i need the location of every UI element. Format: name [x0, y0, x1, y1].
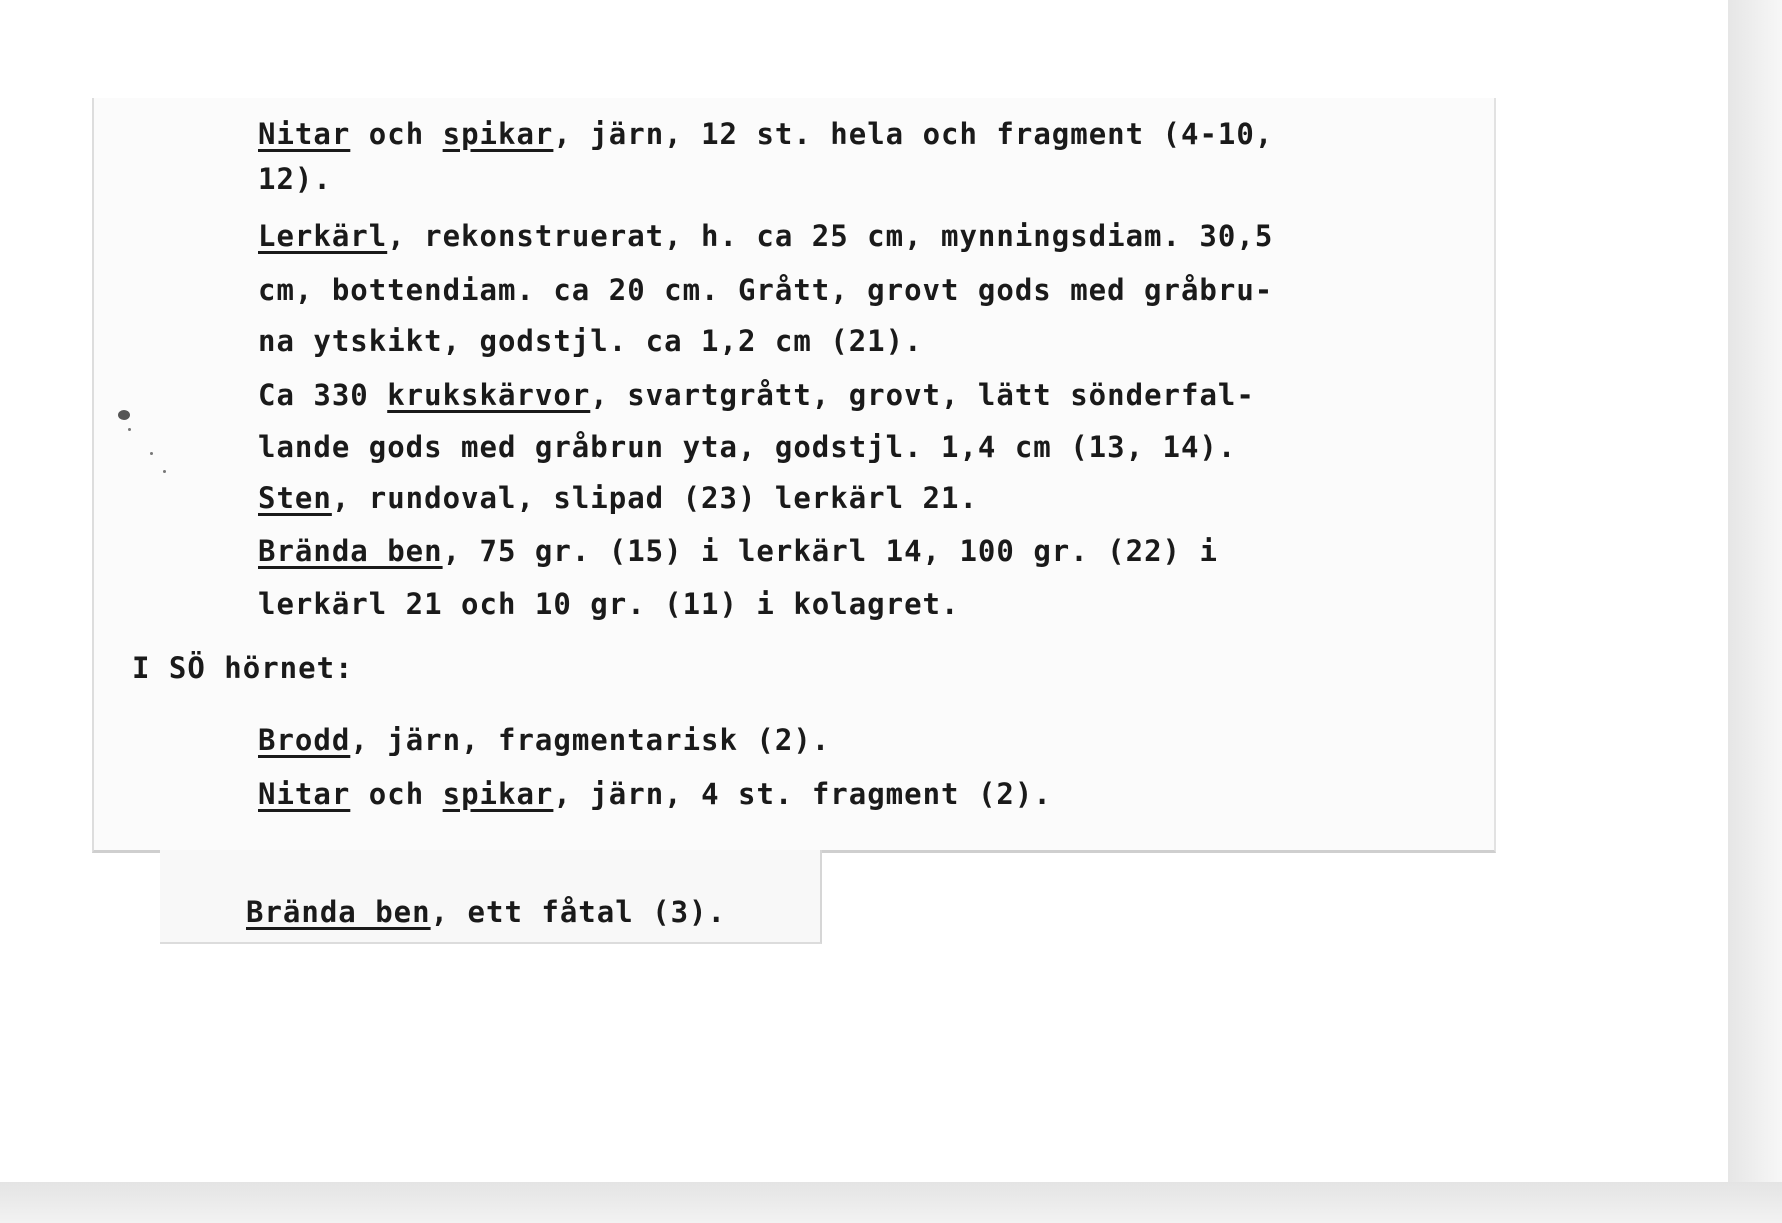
underlined-term: spikar: [442, 777, 554, 811]
text-run: , ett fåtal (3).: [430, 895, 726, 929]
underlined-term: Nitar: [258, 117, 351, 151]
text-run: , järn, 4 st. fragment (2).: [553, 777, 1052, 811]
scan-edge-bottom: [0, 1182, 1782, 1223]
text-line: [258, 273, 1274, 307]
text-run: cm, bottendiam. ca 20 cm. Grått, grovt gods med gråbru-: [258, 273, 1274, 307]
text-line: [258, 587, 960, 621]
underlined-term: Brända ben: [246, 895, 431, 929]
underlined-term: Nitar: [258, 777, 351, 811]
ink-mark: [118, 410, 130, 420]
underlined-term: krukskärvor: [387, 378, 591, 412]
underlined-term: Lerkärl: [258, 219, 388, 253]
underlined-term: Sten: [258, 481, 332, 515]
scan-edge-right: [1728, 0, 1782, 1223]
text-run: och: [350, 777, 443, 811]
text-line: [258, 481, 978, 515]
underlined-term: spikar: [442, 117, 554, 151]
section-heading: [132, 651, 354, 685]
text-run: lande gods med gråbrun yta, godstjl. 1,4 cm (13, 14).: [258, 430, 1237, 464]
text-line: [258, 378, 1255, 412]
ink-speck: [150, 452, 153, 455]
text-line: [258, 534, 1218, 568]
underlined-term: Brända ben: [258, 534, 443, 568]
text-run: , järn, fragmentarisk (2).: [350, 723, 831, 757]
text-line: [246, 895, 726, 929]
text-run: , järn, 12 st. hela och fragment (4-10,: [553, 117, 1274, 151]
text-run: na ytskikt, godstjl. ca 1,2 cm (21).: [258, 324, 923, 358]
text-line: [258, 777, 1052, 811]
text-line: [258, 723, 831, 757]
text-run: lerkärl 21 och 10 gr. (11) i kolagret.: [258, 587, 960, 621]
text-line: [258, 430, 1237, 464]
text-run: , svartgrått, grovt, lätt sönderfal-: [590, 378, 1255, 412]
text-run: , rundoval, slipad (23) lerkärl 21.: [331, 481, 978, 515]
text-line: [258, 219, 1274, 253]
text-line: [258, 162, 332, 196]
text-run: I SÖ hörnet:: [132, 651, 354, 685]
ink-speck: [128, 428, 131, 431]
text-run: Ca 330: [258, 378, 388, 412]
text-run: 12).: [258, 162, 332, 196]
text-run: , rekonstruerat, h. ca 25 cm, mynningsdiam. 30,5: [387, 219, 1274, 253]
text-run: , 75 gr. (15) i lerkärl 14, 100 gr. (22) i: [442, 534, 1218, 568]
underlined-term: Brodd: [258, 723, 351, 757]
text-line: [258, 117, 1274, 151]
ink-speck: [163, 470, 166, 473]
text-run: och: [350, 117, 443, 151]
text-line: [258, 324, 923, 358]
